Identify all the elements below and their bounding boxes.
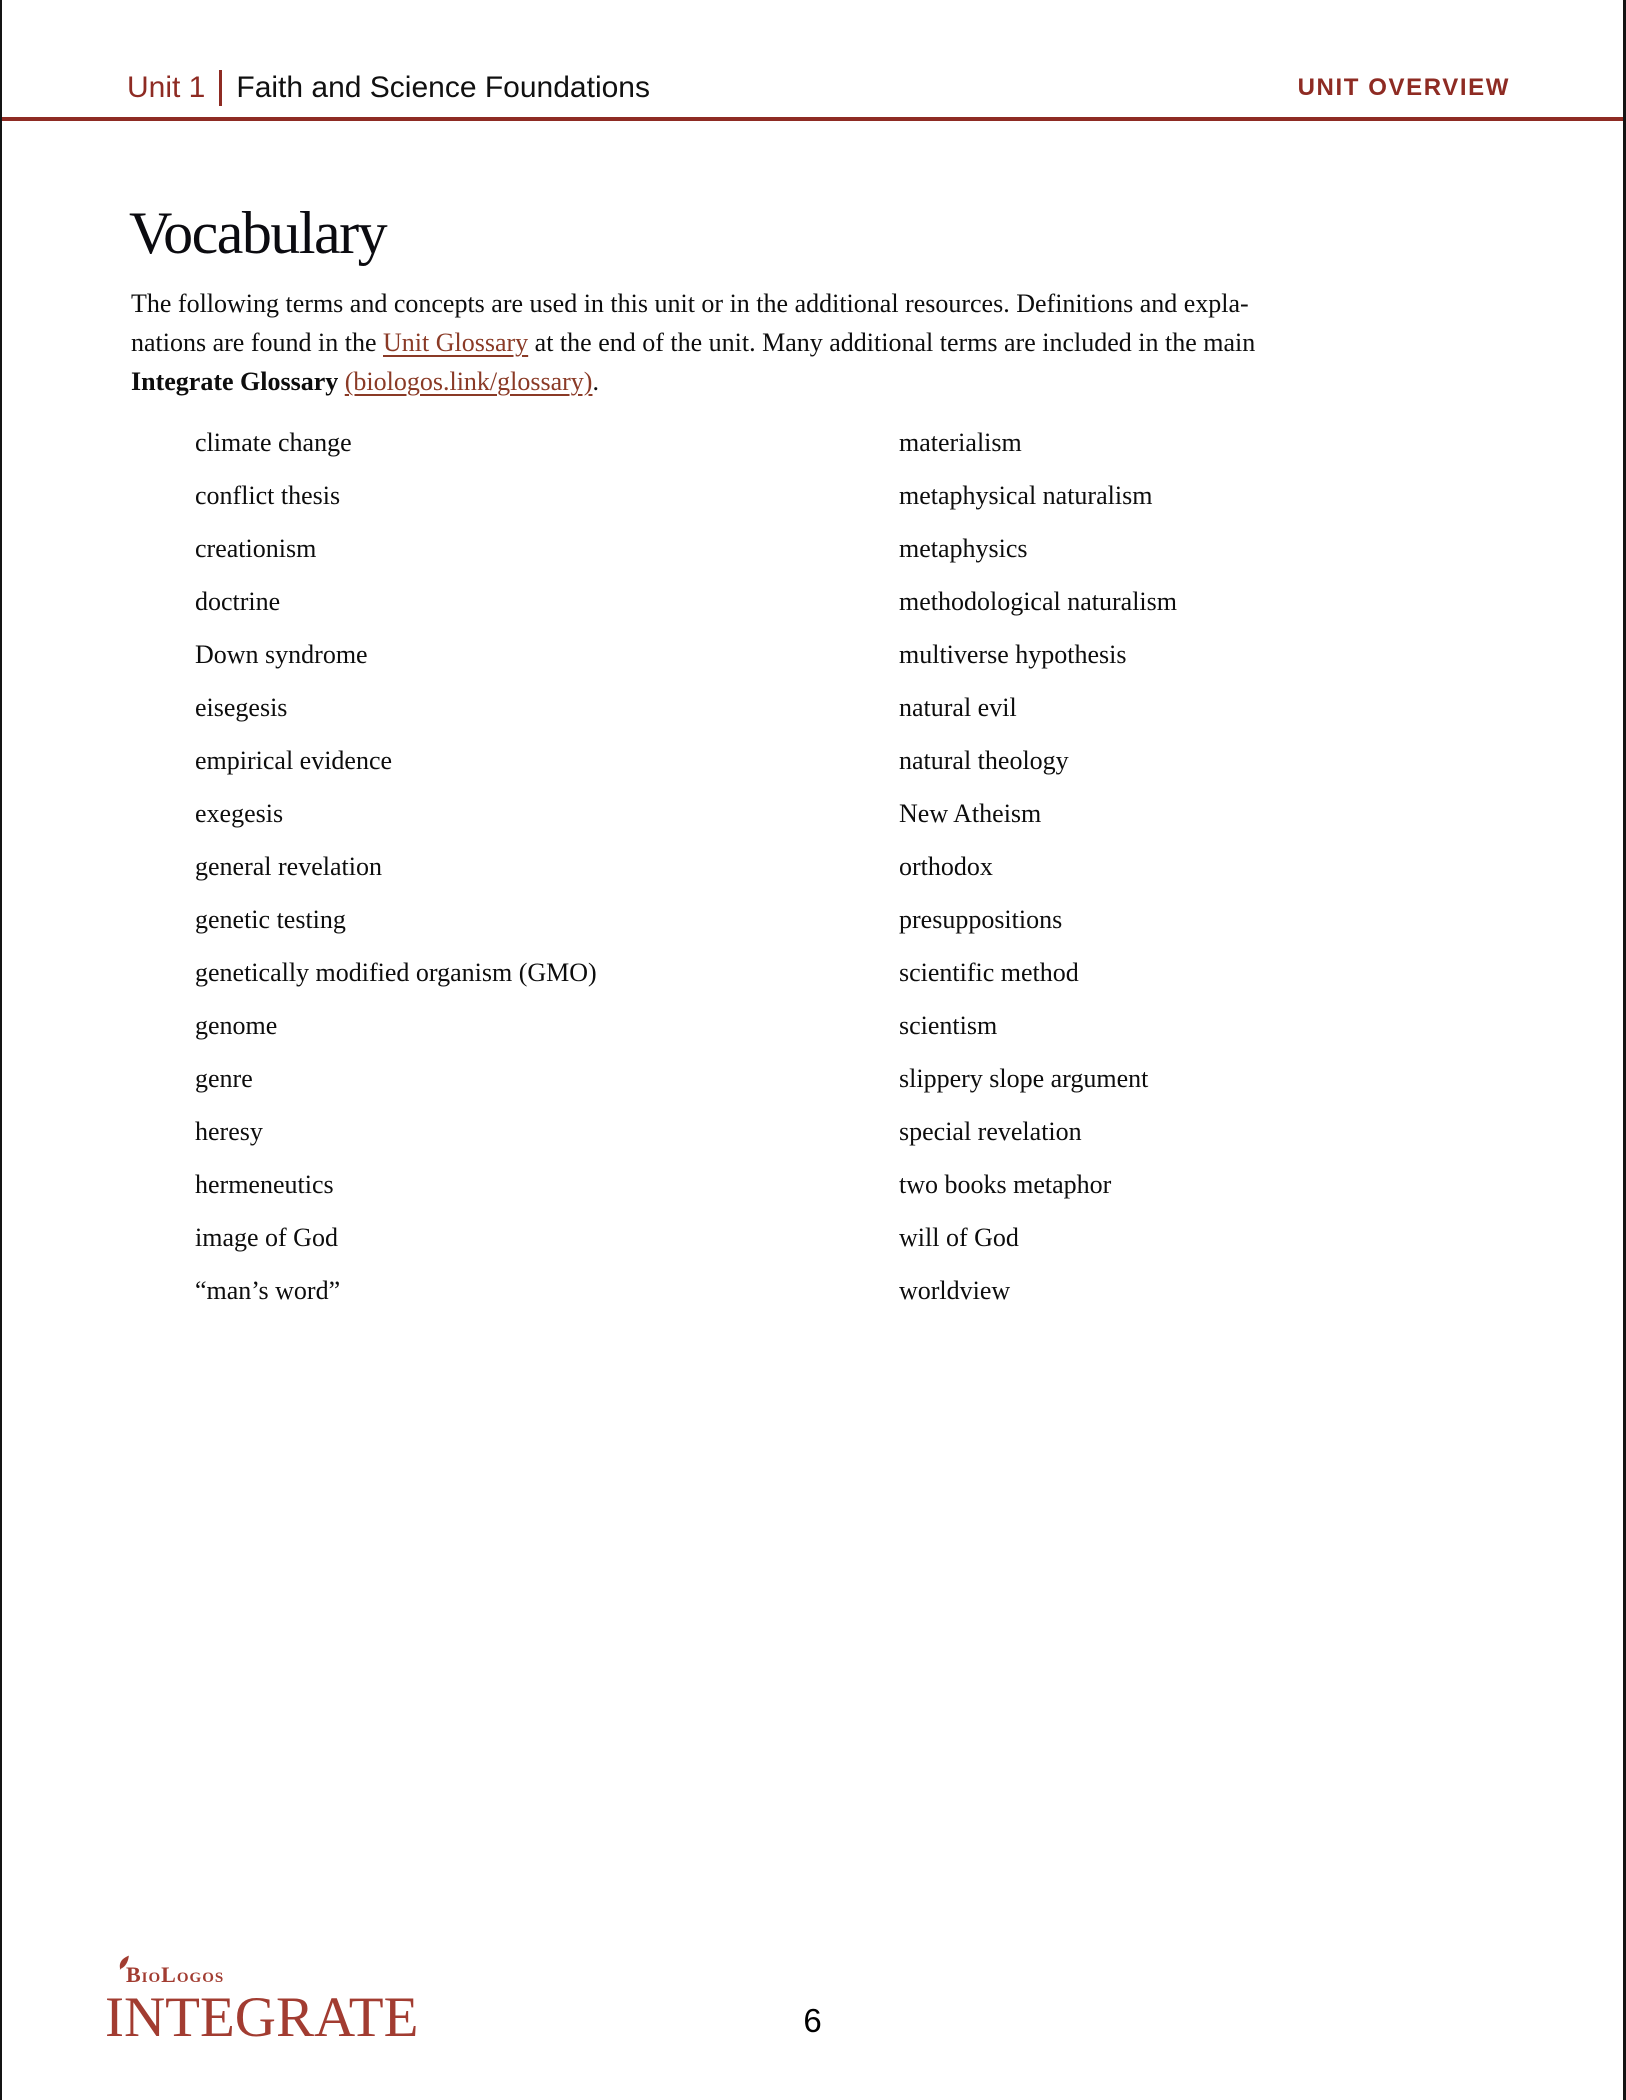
- unit-title: Faith and Science Foundations: [236, 71, 650, 104]
- unit-number: Unit 1: [127, 71, 206, 104]
- paragraph-line-1: [131, 284, 1511, 323]
- vocab-term: natural theology: [899, 746, 1069, 775]
- vocab-term: empirical evidence: [195, 746, 393, 775]
- intro-paragraph: [131, 284, 1511, 401]
- paragraph-line-2: [131, 323, 1511, 362]
- vocab-term: genre: [195, 1064, 253, 1093]
- vocab-term: climate change: [195, 428, 352, 457]
- vocab-term: conflict thesis: [195, 481, 341, 510]
- section-label: UNIT OVERVIEW: [1297, 74, 1510, 101]
- vocab-term: genetically modified organism (GMO): [195, 958, 597, 987]
- vocab-term: will of God: [899, 1223, 1019, 1252]
- vocab-term: scientism: [899, 1011, 998, 1040]
- page-number: 6: [803, 2002, 822, 2039]
- vocab-term: natural evil: [899, 693, 1017, 722]
- page-header: [127, 68, 1510, 108]
- vocab-term: exegesis: [195, 799, 284, 828]
- biologos-logo-text: BioLogos: [126, 1962, 225, 1987]
- unit-glossary-link[interactable]: Unit Glossary: [383, 328, 529, 357]
- paragraph-text: at the end of the unit. Many additional terms are included in the main: [528, 328, 1256, 357]
- vocab-term: worldview: [899, 1276, 1011, 1305]
- vocab-term: metaphysical naturalism: [899, 481, 1153, 510]
- biologos-glossary-link[interactable]: (biologos.link/glossary): [344, 367, 593, 396]
- vocab-term: image of God: [195, 1223, 338, 1252]
- vocab-term: hermeneutics: [195, 1170, 334, 1199]
- paragraph-text: nations are found in the: [131, 328, 383, 357]
- vocab-column-left: [195, 429, 597, 1330]
- unit-breadcrumb: [127, 70, 650, 106]
- vocab-term: genome: [195, 1011, 278, 1040]
- vocab-term: eisegesis: [195, 693, 288, 722]
- paragraph-text: The following terms and concepts are used in this unit or in the additional resources. Definitions and expla-: [131, 289, 1249, 318]
- leaf-icon: [118, 1955, 131, 1970]
- vocab-term: metaphysics: [899, 534, 1028, 563]
- vocab-term: Down syndrome: [195, 640, 368, 669]
- paragraph-text: .: [592, 367, 599, 396]
- vocab-term: heresy: [195, 1117, 263, 1146]
- vocab-term: New Atheism: [899, 799, 1042, 828]
- vocab-term: two books metaphor: [899, 1170, 1112, 1199]
- vocab-term: doctrine: [195, 587, 281, 616]
- vocab-term: scientific method: [899, 958, 1079, 987]
- vocab-term: presuppositions: [899, 905, 1063, 934]
- vocab-term: “man’s word”: [195, 1276, 341, 1305]
- vocab-term: genetic testing: [195, 905, 346, 934]
- vocab-term: multiverse hypothesis: [899, 640, 1127, 669]
- vocab-term: orthodox: [899, 852, 993, 881]
- vocab-term: materialism: [899, 428, 1022, 457]
- page-title: Vocabulary: [129, 200, 387, 266]
- vocab-term: special revelation: [899, 1117, 1082, 1146]
- header-divider: [219, 70, 222, 106]
- vocab-term: slippery slope argument: [899, 1064, 1149, 1093]
- integrate-wordmark: INTEGRATE: [105, 1986, 419, 2049]
- vocab-term: creationism: [195, 534, 317, 563]
- vocab-term: general revelation: [195, 852, 382, 881]
- vocab-term: methodological naturalism: [899, 587, 1177, 616]
- paragraph-line-3: [131, 362, 1511, 401]
- header-rule: [2, 117, 1623, 121]
- vocab-column-right: [899, 429, 1177, 1330]
- integrate-glossary-label: Integrate Glossary: [131, 367, 345, 396]
